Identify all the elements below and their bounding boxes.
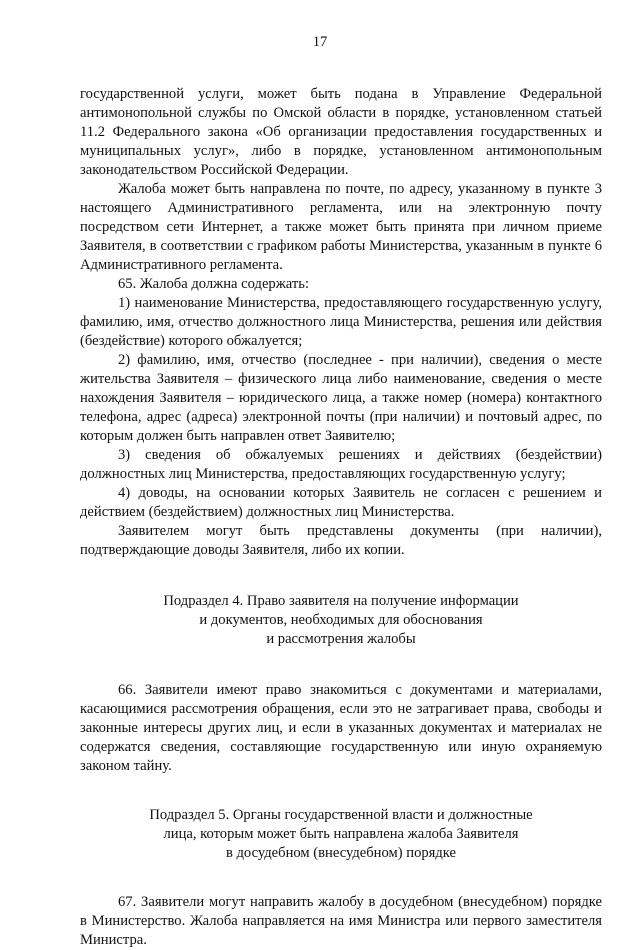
paragraph-66: 66. Заявители имеют право знакомиться с документами и материалами, касающимися рассмотрения обращения, если это не затрагивает права, свободы и законные интересы других лиц, и если в указанных документах и материалах не содержатся сведения, составляющие государственную или иную охраняемую законом тайну. <box>80 682 602 774</box>
paragraph-continuation: государственной услуги, может быть подана в Управление Федеральной антимонопольной службы по Омской области в порядке, установленном статьей 11.2 Федерального закона «Об организации предоставления государственных и муниципальных услуг», либо в порядке, установленном антимонопольным законодательством Российской Федерации. <box>80 86 602 178</box>
subsection-4-heading-line-2: и документов, необходимых для обоснования <box>199 612 483 628</box>
subsection-5-heading-line-1: Подраздел 5. Органы государственной власти и должностные <box>149 807 533 823</box>
paragraph-65-item-1: 1) наименование Министерства, предоставляющего государственную услугу, фамилию, имя, отчество должностного лица Министерства, решения или действия (бездействие) которого обжалуется; <box>80 295 602 349</box>
subsection-4-heading-line-3: и рассмотрения жалобы <box>266 631 416 647</box>
paragraph-67: 67. Заявители могут направить жалобу в досудебном (внесудебном) порядке в Министерство. Жалоба направляется на имя Министра или первого заместителя Министра. <box>80 894 602 948</box>
page-number: 17 <box>312 34 328 50</box>
paragraph-complaint-delivery: Жалоба может быть направлена по почте, по адресу, указанному в пункте 3 настоящего Административного регламента, или на электронную почту посредством сети Интернет, а также может быть принята при личном приеме Заявителя, в соответствии с графиком работы Министерства, указанным в пункте 6 Административного регламента. <box>80 181 602 273</box>
paragraph-documents: Заявителем могут быть представлены документы (при наличии), подтверждающие доводы Заявителя, либо их копии. <box>80 523 602 558</box>
paragraph-65-intro: 65. Жалоба должна содержать: <box>118 276 309 292</box>
paragraph-65-item-3: 3) сведения об обжалуемых решениях и действиях (бездействии) должностных лиц Министерства, предоставляющих государственную услугу; <box>80 447 602 482</box>
subsection-4-heading-line-1: Подраздел 4. Право заявителя на получение информации <box>163 593 519 609</box>
paragraph-65-item-4: 4) доводы, на основании которых Заявитель не согласен с решением и действием (бездействием) должностных лиц Министерства. <box>80 485 602 520</box>
subsection-5-heading-line-2: лица, которым может быть направлена жалоба Заявителя <box>163 826 519 842</box>
subsection-5-heading <box>80 806 602 863</box>
subsection-4-heading <box>80 592 602 649</box>
document-body <box>80 85 602 950</box>
paragraph-65-item-2: 2) фамилию, имя, отчество (последнее - при наличии), сведения о месте жительства Заявителя – физического лица либо наименование, сведения о месте нахождения Заявителя – юридического лица, а также номер (номера) контактного телефона, адрес (адреса) электронной почты (при наличии) и почтовый адрес, по которым должен быть направлен ответ Заявителю; <box>80 352 602 444</box>
subsection-5-heading-line-3: в досудебном (внесудебном) порядке <box>225 845 457 861</box>
